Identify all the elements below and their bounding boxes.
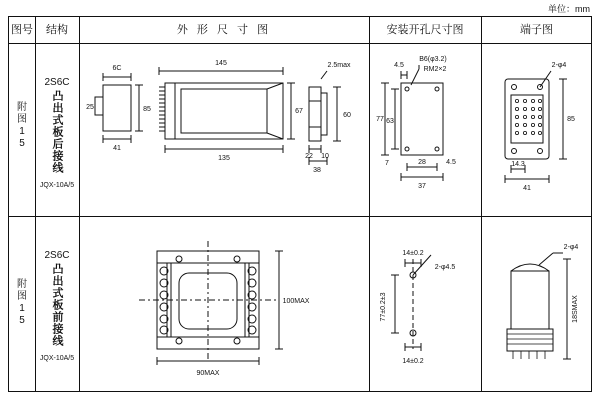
row2-m-dim-14b: 14±0.2 xyxy=(402,358,424,365)
row2-mounting-drawing xyxy=(371,229,481,389)
row1-dim-60: 60 xyxy=(343,112,351,119)
header-structure: 结构 xyxy=(46,24,68,36)
row2-dim-100max: 100MAX xyxy=(282,298,310,305)
row1-dim-22: 22 xyxy=(305,153,313,160)
row-divider xyxy=(9,216,591,217)
row1-dim-135: 135 xyxy=(218,155,230,162)
row2-structure xyxy=(35,250,79,362)
row1-terminal-drawing xyxy=(483,45,591,213)
row2-fig-no xyxy=(9,279,35,327)
header-mounting: 安装开孔尺寸图 xyxy=(386,24,464,36)
row2-fig-char-3: 1 xyxy=(19,303,25,314)
row1-fig-char-1: 附 xyxy=(17,102,27,113)
row1-m-dim-b6: B6(φ3.2) xyxy=(419,56,447,63)
row1-dim-67: 67 xyxy=(295,108,303,115)
row1-m-dim-45b: 4.5 xyxy=(446,159,456,166)
row1-structure-code: 2S6C xyxy=(44,77,70,88)
row1-dim-85: 85 xyxy=(143,106,151,113)
row2-t-dim-2phi4: 2-φ4 xyxy=(563,244,579,251)
column-divider-2 xyxy=(79,17,80,391)
header-terminal: 端子图 xyxy=(520,24,553,36)
row2-m-dim-77: 77±0.2±3 xyxy=(380,292,387,322)
row1-m-dim-37: 37 xyxy=(418,183,426,190)
row2-m-dim-2phi45: 2-φ4.5 xyxy=(434,264,456,271)
row1-t-dim-2phi4: 2-φ4 xyxy=(551,62,567,69)
row2-structure-text: 凸出式板前接线 xyxy=(51,263,63,347)
row1-t-dim-41: 41 xyxy=(523,185,531,192)
row1-dim-41: 41 xyxy=(113,145,121,152)
row2-fig-char-4: 5 xyxy=(19,315,25,326)
column-divider-4 xyxy=(481,17,482,391)
row1-outline-drawing xyxy=(81,45,367,213)
row2-structure-model: JQX-10A/5 xyxy=(39,355,75,362)
row2-m-dim-14a: 14±0.2 xyxy=(402,250,424,257)
row1-structure-model: JQX-10A/5 xyxy=(39,182,75,189)
row1-dim-25max: 2.5max xyxy=(327,62,351,69)
row1-mounting-drawing xyxy=(371,45,481,213)
row2-outline-drawing xyxy=(119,229,339,389)
row1-m-dim-28: 28 xyxy=(418,159,426,166)
row2-structure-code: 2S6C xyxy=(44,250,70,261)
dimension-table xyxy=(8,16,592,392)
row1-structure-text: 凸出式板后接线 xyxy=(51,90,63,174)
row1-m-dim-rm2: RM2×2 xyxy=(423,66,447,73)
row1-m-dim-77: 77 xyxy=(376,116,384,123)
row1-t-dim-143: 14.3 xyxy=(511,161,525,168)
header-divider xyxy=(9,43,591,44)
column-divider-3 xyxy=(369,17,370,391)
row1-fig-char-2: 图 xyxy=(17,114,27,125)
row1-m-dim-63: 63 xyxy=(386,118,394,125)
unit-note: 单位：mm xyxy=(548,4,590,14)
row2-dim-90max: 90MAX xyxy=(196,370,220,377)
row1-dim-38: 38 xyxy=(313,167,321,174)
row1-fig-char-4: 5 xyxy=(19,138,25,149)
row1-m-dim-45a: 4.5 xyxy=(394,62,404,69)
row1-dim-10: 10 xyxy=(321,153,329,160)
row1-fig-no xyxy=(9,102,35,150)
row1-dim-6c: 6C xyxy=(112,65,122,72)
row1-fig-char-3: 1 xyxy=(19,126,25,137)
row1-t-dim-85: 85 xyxy=(567,116,575,123)
header-fig-no: 图号 xyxy=(11,24,33,36)
row2-fig-char-2: 图 xyxy=(17,291,27,302)
header-outline: 外 形 尺 寸 图 xyxy=(176,24,272,36)
row1-dim-145: 145 xyxy=(215,60,227,67)
row1-structure xyxy=(35,77,79,189)
row2-t-dim-18smax: 18SMAX xyxy=(572,295,579,323)
row1-dim-25: 25 xyxy=(86,104,94,111)
row1-m-dim-7: 7 xyxy=(385,160,389,167)
row2-terminal-drawing xyxy=(483,229,591,389)
row2-fig-char-1: 附 xyxy=(17,279,27,290)
